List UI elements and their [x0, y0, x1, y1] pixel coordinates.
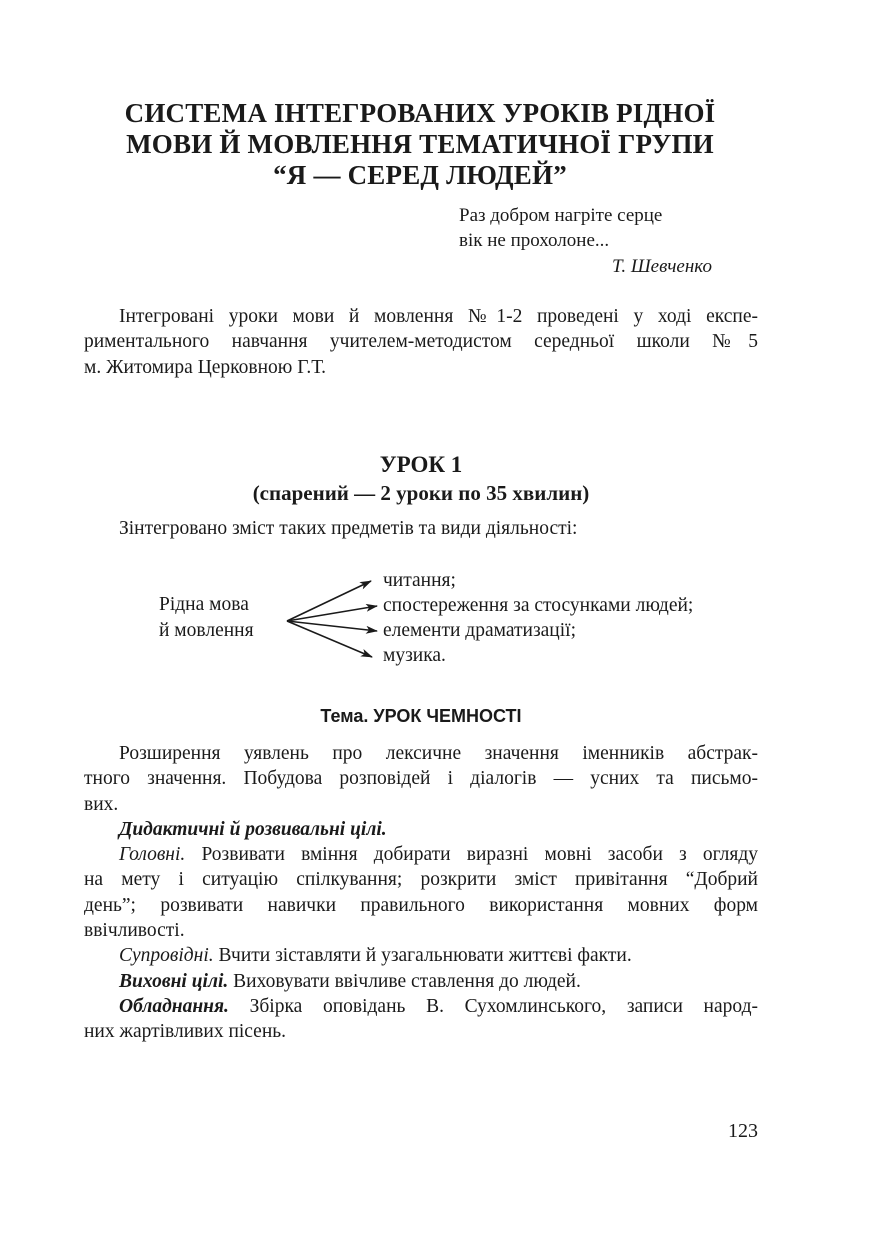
- diagram-source-line-2: й мовлення: [159, 620, 254, 641]
- accomp-goals-text: Вчити зіставляти й узагальнювати життєві факти.: [218, 945, 632, 967]
- diagram-target-music: музика.: [383, 645, 446, 666]
- theme-name: УРОК ЧЕМНОСТІ: [373, 706, 522, 726]
- main-goals-line-1: [84, 842, 758, 867]
- main-goals-line-2: на мету і ситуацію спілкування; розкрити зміст привітання “Добрий: [84, 869, 758, 891]
- main-goals-line-3: день”; розвивати навички правильного використання мовних форм: [84, 894, 758, 916]
- equipment-text-1: Збірка оповідань В. Сухомлинського, записи народ-: [249, 995, 758, 1017]
- accomp-goals-label: Супровідні.: [119, 945, 214, 967]
- page-title: [60, 98, 780, 191]
- integration-text: Зінтегровано зміст таких предметів та види діяльності:: [119, 518, 578, 539]
- intro-line-1: Інтегровані уроки мови й мовлення №1-2 проведені у ході експе-: [119, 306, 758, 327]
- arrow-to-reading: [287, 581, 371, 621]
- lesson-heading: УРОК 1: [379, 452, 463, 477]
- intro-line-3: м. Житомира Церковною Г.Т.: [84, 356, 327, 378]
- theme-heading: [84, 706, 758, 727]
- main-goals-line-4: ввічливості.: [84, 920, 185, 942]
- body-text: [84, 741, 758, 1045]
- theme-label: Тема.: [320, 706, 369, 726]
- title-line-2: МОВИ Й МОВЛЕННЯ ТЕМАТИЧНОЇ ГРУПИ: [126, 129, 714, 159]
- accomp-goals-line: [84, 943, 758, 968]
- arrow-to-observation: [287, 606, 377, 621]
- p1-line-1: Розширення уявлень про лексичне значення іменників абстрак-: [119, 743, 758, 764]
- intro-line-2: риментального навчання учителем-методистом середньої школи №5: [84, 331, 758, 353]
- lesson-subheading: (спарений — 2 уроки по 35 хвилин): [252, 481, 590, 505]
- equipment-line-1: [84, 994, 758, 1019]
- goals-heading: Дидактичні й розвивальні цілі.: [119, 818, 387, 840]
- p1-line-2: тного значення. Побудова розповідей і діалогів — усних та письмо-: [84, 768, 758, 790]
- page-number: 123: [728, 1120, 758, 1142]
- edu-goals-text: Виховувати ввічливе ставлення до людей.: [233, 970, 581, 992]
- title-line-1: СИСТЕМА ІНТЕГРОВАНИХ УРОКІВ РІДНОЇ: [124, 98, 716, 128]
- main-goals-label: Головні.: [119, 844, 186, 866]
- diagram-source-line-1: Рідна мова: [159, 594, 249, 615]
- intro-paragraph: [84, 304, 758, 380]
- diagram-target-observation: спостереження за стосунками людей;: [383, 595, 694, 616]
- equipment-label: Обладнання.: [119, 995, 229, 1017]
- p1-line-3: вих.: [84, 793, 119, 815]
- diagram-target-reading: читання;: [383, 570, 456, 591]
- title-line-3: “Я — СЕРЕД ЛЮДЕЙ”: [273, 160, 567, 190]
- epigraph-line-1: Раз добром нагріте серце: [459, 205, 663, 226]
- diagram-target-drama: елементи драматизації;: [383, 620, 576, 641]
- main-goals-text-1: Розвивати вміння добирати виразні мовні засоби з огляду: [201, 844, 759, 866]
- edu-goals-label: Виховні цілі.: [119, 970, 229, 992]
- epigraph-line-2: вік не прохолоне...: [459, 230, 610, 251]
- edu-goals-line: [84, 969, 758, 994]
- epigraph-author: Т. Шевченко: [612, 256, 712, 277]
- diagram-arrows: [270, 570, 390, 670]
- equipment-line-2: них жартівливих пісень.: [84, 1021, 287, 1043]
